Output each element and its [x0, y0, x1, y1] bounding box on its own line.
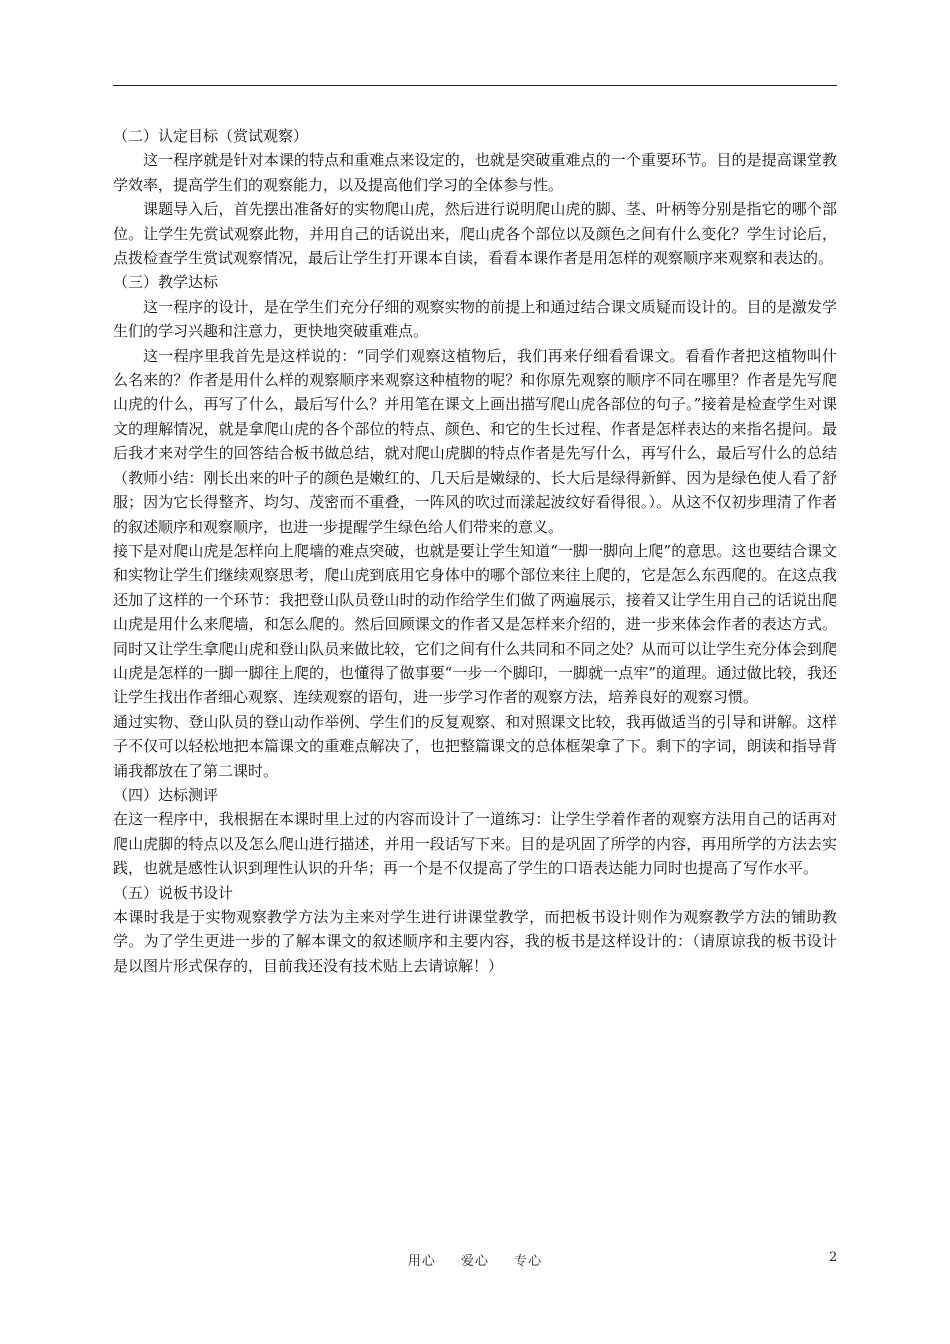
paragraph: 这一程序里我首先是这样说的：“同学们观察这植物后，我们再来仔细看看课文。看看作者把这植物叫什么名来的？作者是用什么样的观察顺序来观察这种植物的呢？和你原先观察的顺序不同在哪里？作者是先写爬山虎的什么，再写了什么，最后写什么？并用笔在课文上画出描写爬山虎各部位的句子。”接着是检查学生对课文的理解情况，就是拿爬山虎的各个部位的特点、颜色、和它的生长过程、作者是怎样表达的来指名提问。最后我才来对学生的回答结合板书做总结，就对爬山虎脚的特点作者是先写什么，再写什么，最后写什么的总结（教师小结：刚长出来的叶子的颜色是嫩红的、几天后是嫩绿的、长大后是绿得新鲜、因为是绿色使人看了舒服；因为它长得整齐、均匀、茂密而不重叠，一阵风的吹过而漾起波纹好看得很。）。从这不仅初步理清了作者的叙述顺序和观察顺序，也进一步提醒学生绿色给人们带来的意义。: [113, 346, 837, 536]
section-heading: （三）教学达标: [113, 273, 219, 292]
paragraph: 在这一程序中，我根据在本课时里上过的内容而设计了一道练习：让学生学着作者的观察方法用自己的话再对爬山虎脚的特点以及怎么爬山进行描述，并用一段话写下来。目的是巩固了所学的内容，再用所学的方法去实践，也就是感性认识到理性认识的升华；再一个是不仅提高了学生的口语表达能力同时也提高了写作水平。: [113, 810, 837, 878]
paragraph: 本课时我是于实物观察教学方法为主来对学生进行讲课堂教学，而把板书设计则作为观察教学方法的铺助教学。为了学生更进一步的了解本课文的叙述顺序和主要内容，我的板书是这样设计的：（请原谅我的板书设计是以图片形式保存的，目前我还没有技术贴上去请谅解！）: [113, 908, 837, 975]
section-heading: （四）达标测评: [113, 785, 219, 804]
paragraph: 通过实物、登山队员的登山动作举例、学生们的反复观察、和对照课文比较，我再做适当的引导和讲解。这样子不仅可以轻松地把本篇课文的重难点解决了，也把整篇课文的总体框架拿了下。剩下的字词，朗读和指导背诵我都放在了第二课时。: [113, 712, 837, 780]
page-number: 2: [829, 1250, 838, 1265]
paragraph: 这一程序就是针对本课的特点和重难点来设定的，也就是突破重难点的一个重要环节。目的是提高课堂教学效率，提高学生们的观察能力，以及提高他们学习的全体参与性。: [113, 151, 837, 194]
section-heading: （五）说板书设计: [113, 883, 234, 902]
paragraph: 这一程序的设计，是在学生们充分仔细的观察实物的前提上和通过结合课文质疑而设计的。目的是激发学生们的学习兴趣和注意力，更快地突破重难点。: [113, 297, 837, 341]
footer-motto-item: 专心: [514, 1254, 543, 1269]
paragraph: 接下是对爬山虎是怎样向上爬墙的难点突破，也就是要让学生知道“一脚一脚向上爬”的意思。这也要结合课文和实物让学生们继续观察思考，爬山虎到底用它身体中的哪个部位来往上爬的，它是怎么东西爬的。在这点我还加了这样的一个环节：我把登山队员登山时的动作给学生们做了两遍展示，接着又让学生用自己的话说出爬山虎是用什么来爬墙，和怎么爬的。然后回顾课文的作者又是怎样来介绍的，进一步来体会作者的表达方式。同时又让学生拿爬山虎和登山队员来做比较，它们之间有什么共同和不同之处？从而可以让学生充分体会到爬山虎是怎样的一脚一脚往上爬的，也懂得了做事要“一步一个脚印，一脚就一点牢”的道理。通过做比较，我还让学生找出作者细心观察、连续观察的语句，进一步学习作者的观察方法，培养良好的观察习惯。: [113, 541, 837, 707]
section-heading: （二）认定目标（赏试观察）: [113, 127, 309, 145]
footer-motto-item: 爱心: [460, 1254, 489, 1269]
paragraph: 课题导入后，首先摆出准备好的实物爬山虎，然后进行说明爬山虎的脚、茎、叶柄等分别是指它的哪个部位。让学生先赏试观察此物，并用自己的话说出来，爬山虎各个部位以及颜色之间有什么变化？学生讨论后，点拨检查学生赏试观察情况，最后让学生打开课本自读，看看本课作者是用怎样的观察顺序来观察和表达的。: [113, 200, 837, 268]
document-body: [113, 124, 837, 978]
footer-motto-item: 用心: [407, 1254, 436, 1269]
header-rule: [113, 85, 837, 86]
footer-motto: [0, 1250, 950, 1269]
